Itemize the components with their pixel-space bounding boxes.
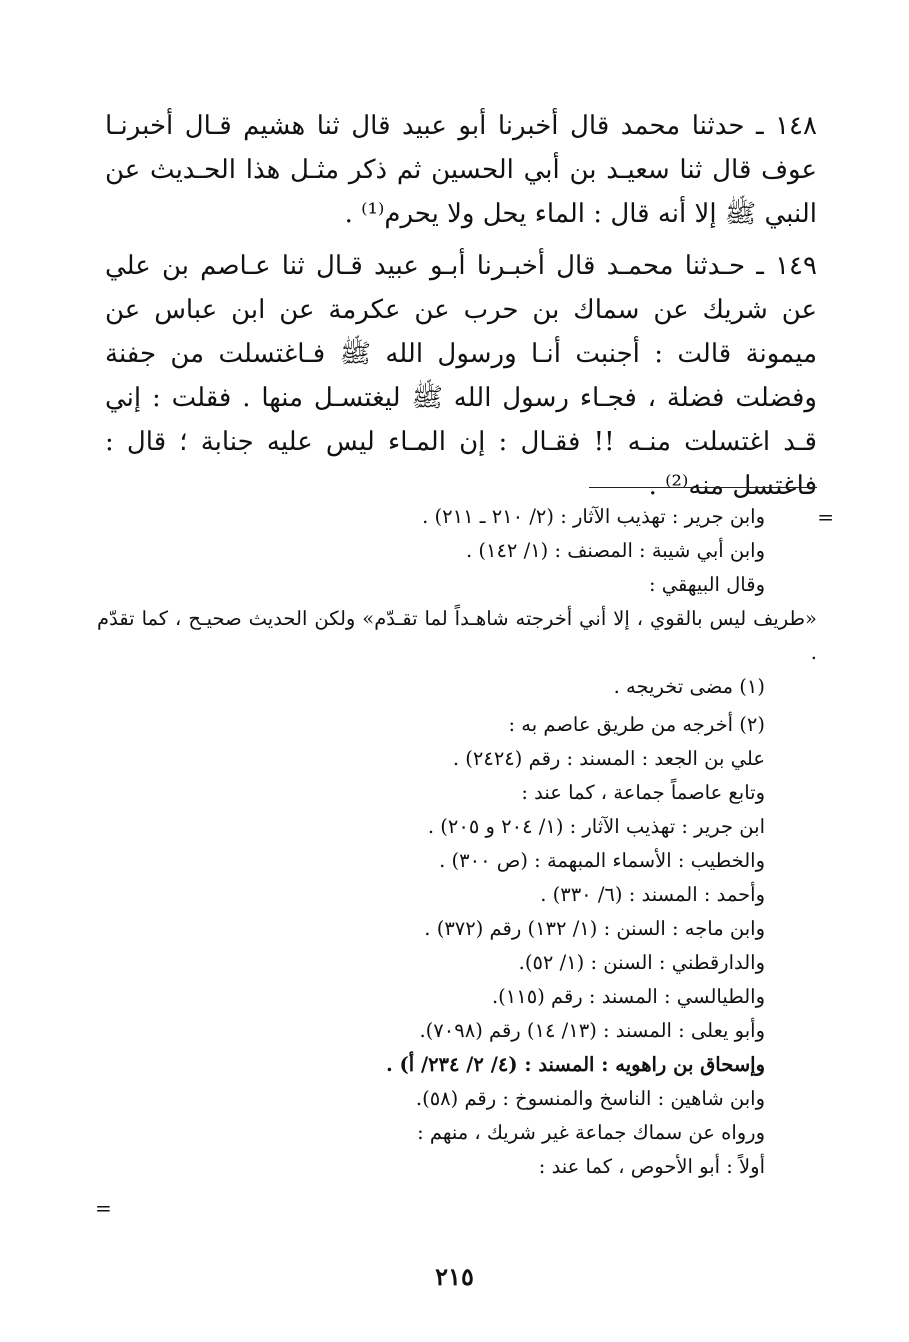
- footnote-line: والطيالسي : المسند : رقم (١١٥).: [491, 985, 765, 1008]
- footnote-line: وإسحاق بن راهويه : المسند : (٤/ ٢/ ٢٣٤/ أ) .: [385, 1053, 765, 1076]
- hadith-149: ١٤٩ ـ حـدثنا محمـد قال أخبـرنا أبـو عبيد قـال ثنا عـاصم بن علي عن شريك عن سماك بن حرب عن عكرمة عن ابن عباس عن ميمونة قالت : أجنبت أنـا ورسول الله ﷺ فـاغتسلت من جفنة وفضلت فضلة ، فجـاء رسول الله ﷺ ليغتسـل منها . فقلت : إني قـد اغتسلت منـه !! فقـال : إن المـاء ليس عليه جنابة ؛ قال : فاغتسل منه⁽²⁾ .: [105, 251, 817, 501]
- footnote-line: وابن جرير : تهذيب الآثار : (٢/ ٢١٠ ـ ٢١١) .: [422, 505, 765, 528]
- footnote-quote: «طريف ليس بالقوي ، إلا أني أخرجته شاهـداً لما تقـدّم» ولكن الحديث صحيـح ، كما تقدّم .: [97, 607, 817, 664]
- page-number: ٢١٥: [435, 1262, 474, 1291]
- continuation-mark-bottom: =: [95, 1196, 112, 1220]
- footnote-line: وقال البيهقي :: [648, 573, 765, 596]
- footnote-line: ورواه عن سماك جماعة غير شريك ، منهم :: [417, 1121, 765, 1144]
- footnote-line: والخطيب : الأسماء المبهمة : (ص ٣٠٠) .: [439, 849, 765, 872]
- footnote-line: وأحمد : المسند : (٦/ ٣٣٠) .: [540, 883, 765, 906]
- footnote-line: وأبو يعلى : المسند : (١٣/ ١٤) رقم (٧٠٩٨).: [419, 1019, 765, 1042]
- continuation-mark: =: [817, 505, 834, 529]
- footnote-line: والدارقطني : السنن : (١/ ٥٢).: [518, 951, 765, 974]
- footnote-line: وابن أبي شيبة : المصنف : (١/ ١٤٢) .: [465, 539, 765, 562]
- main-text: [105, 104, 817, 516]
- footnote-line: وتابع عاصماً جماعة ، كما عند :: [521, 781, 765, 804]
- footnote-2-head: (٢) أخرجه من طريق عاصم به :: [508, 713, 765, 736]
- footnote-line: علي بن الجعد : المسند : رقم (٢٤٢٤) .: [452, 747, 765, 770]
- footnotes: [97, 500, 817, 1184]
- footnote-line: وابن ماجه : السنن : (١/ ١٣٢) رقم (٣٧٢) .: [424, 917, 765, 940]
- footnote-1: (١) مضى تخريجه .: [613, 675, 765, 698]
- hadith-148: ١٤٨ ـ حدثنا محمد قال أخبرنا أبو عبيد قال ثنا هشيم قـال أخبرنـا عوف قال ثنا سعيـد بن أبي الحسين ثم ذكر مثـل هذا الحـديث عن النبي ﷺ إلا أنه قال : الماء يحل ولا يحرم⁽¹⁾ .: [105, 111, 817, 229]
- footnote-line: ابن جرير : تهذيب الآثار : (١/ ٢٠٤ و ٢٠٥) .: [427, 815, 765, 838]
- footnote-separator: [589, 487, 817, 488]
- footnote-line: وابن شاهين : الناسخ والمنسوخ : رقم (٥٨).: [415, 1087, 765, 1110]
- footnote-line: أولاً : أبو الأحوص ، كما عند :: [538, 1155, 765, 1178]
